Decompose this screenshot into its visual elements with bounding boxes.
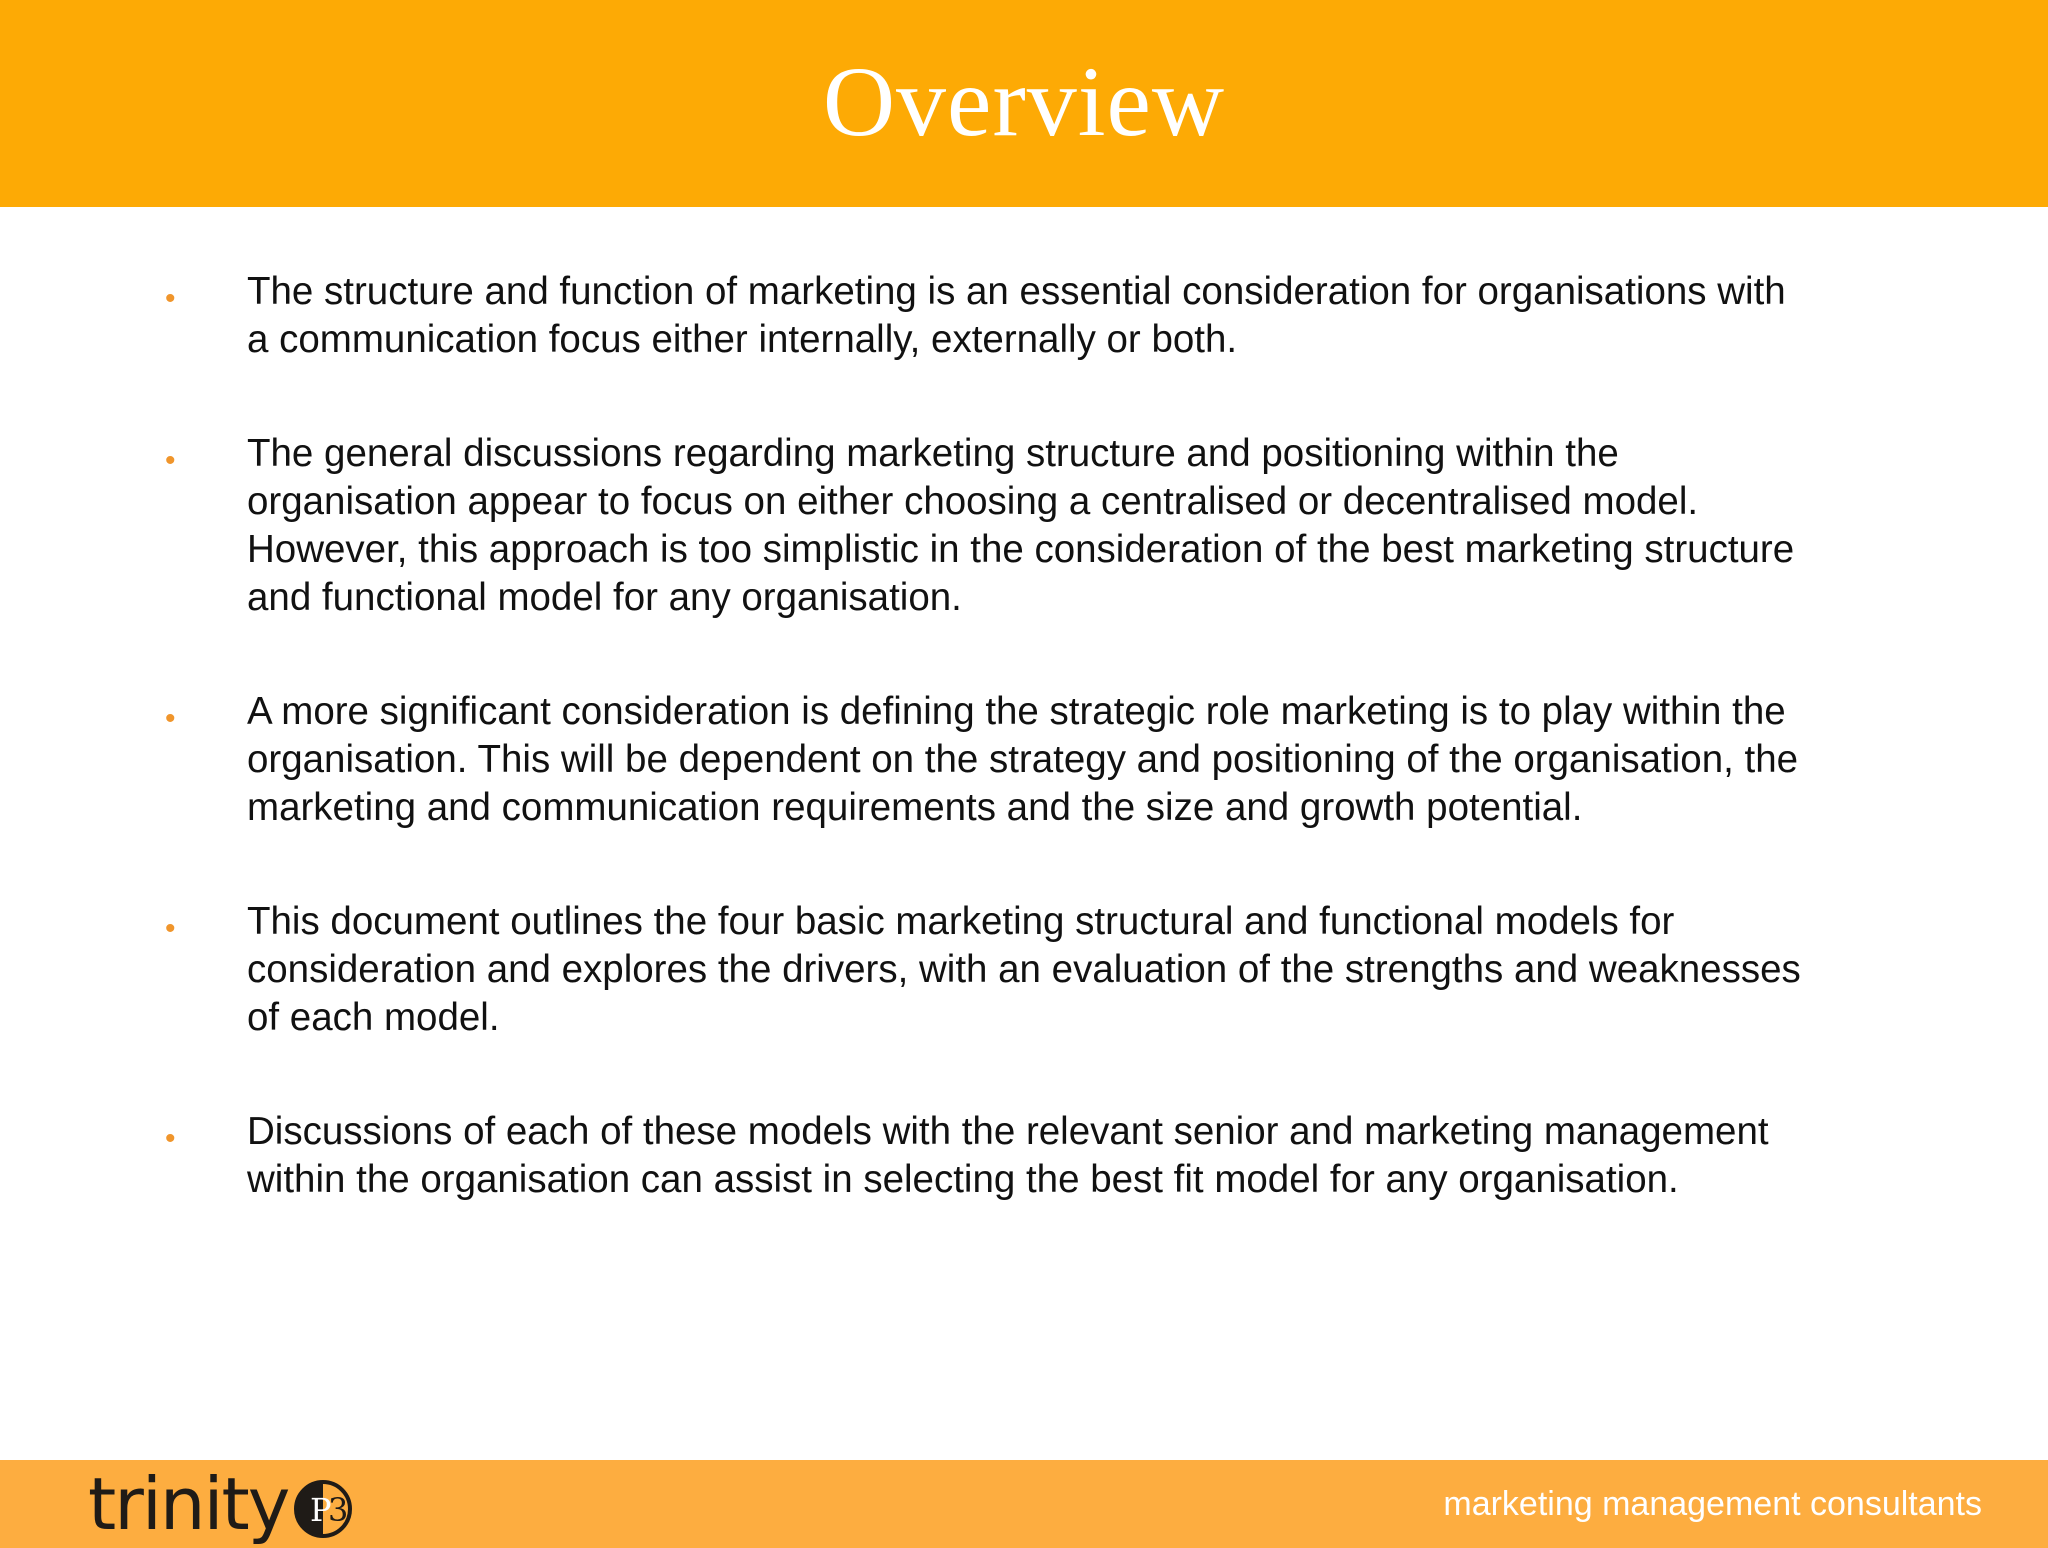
list-item	[0, 268, 1807, 364]
bullet-text: Discussions of each of these models with the relevant senior and marketing management within the organisation can assist in selecting the best fit model for any organisation.	[247, 1110, 1769, 1201]
list-item	[0, 688, 1807, 832]
trinity-p3-logo	[88, 1460, 354, 1548]
footer-bar	[0, 1460, 2048, 1548]
bullet-text: A more significant consideration is defining the strategic role marketing is to play within the organisation. This will be dependent on the strategy and positioning of the organisation, the marketing and communication requirements and the size and growth potential.	[247, 690, 1799, 829]
bullet-text: The general discussions regarding marketing structure and positioning within the organisation appear to focus on either choosing a centralised or decentralised model. However, this approach is too simplistic in the consideration of the best marketing structure and functional model for any organisation.	[247, 432, 1795, 619]
bullet-icon: •	[165, 282, 176, 315]
list-item	[0, 430, 1807, 622]
bullet-icon: •	[165, 702, 176, 735]
page-title: Overview	[822, 46, 1226, 157]
bullet-text: This document outlines the four basic marketing structural and functional models for consideration and explores the drivers, with an evaluation of the strengths and weaknesses of each model.	[247, 900, 1801, 1039]
bullet-icon: •	[165, 912, 176, 945]
list-item	[0, 898, 1807, 1042]
badge-p-text: P	[310, 1490, 332, 1529]
bullet-text: The structure and function of marketing is an essential consideration for organisations with a communication focus either internally, externally or both.	[247, 270, 1786, 361]
bullet-icon: •	[165, 444, 176, 477]
bullet-list	[0, 268, 2048, 1270]
logo-wordmark: trinity	[88, 1462, 289, 1546]
list-item	[0, 1108, 1807, 1204]
p3-badge-icon	[292, 1478, 354, 1545]
bullet-icon: •	[165, 1122, 176, 1155]
tagline: marketing management consultants	[1443, 1485, 1982, 1523]
badge-3-text: 3	[328, 1490, 349, 1529]
header-banner	[0, 0, 2048, 207]
